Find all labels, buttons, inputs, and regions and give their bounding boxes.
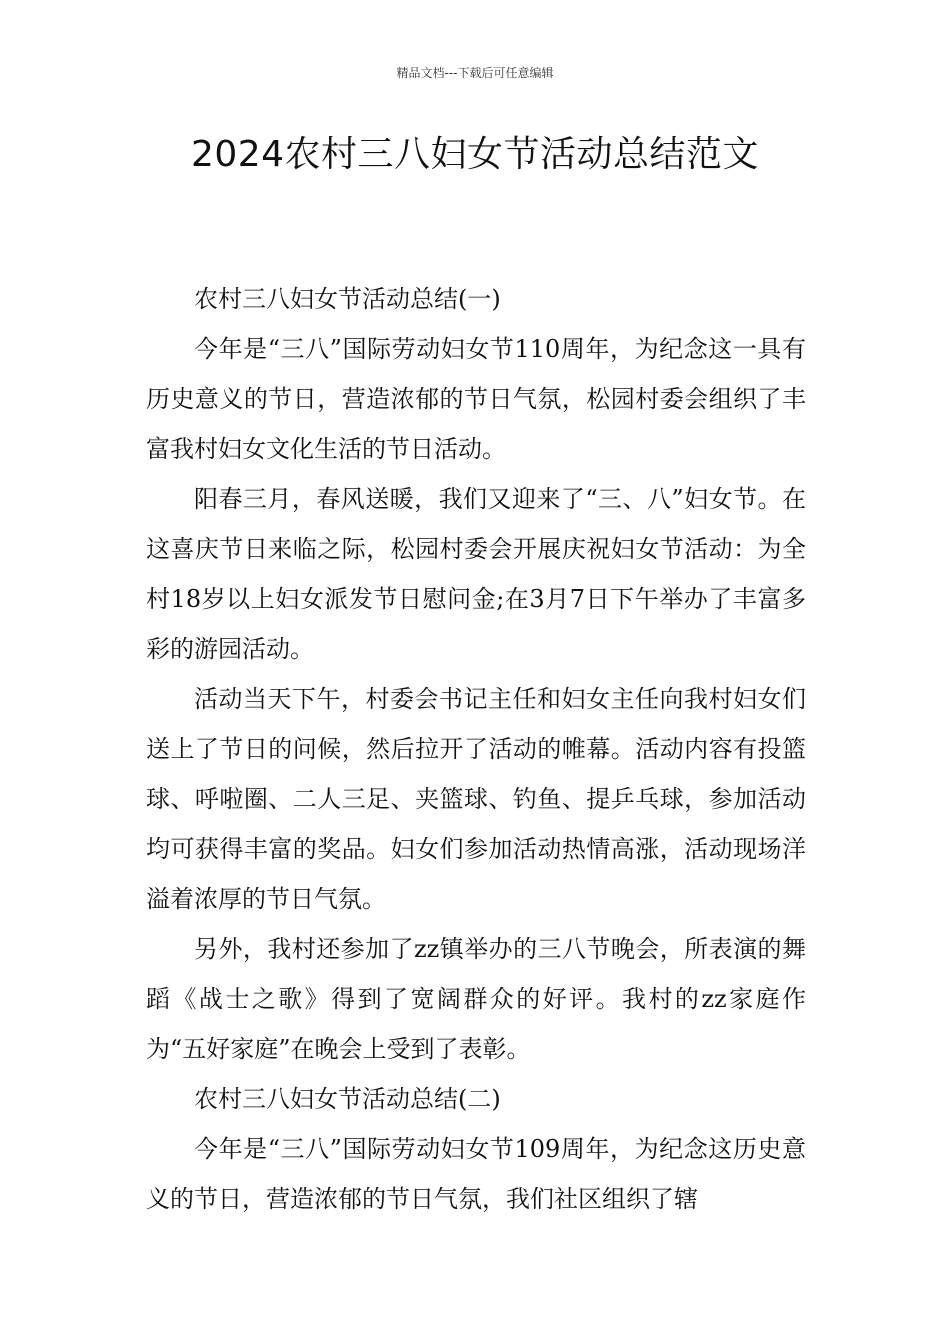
paragraph: 阳春三月，春风送暖，我们又迎来了“三、八”妇女节。在这喜庆节日来临之际，松园村委会开展庆祝妇女节活动：为全村18岁以上妇女派发节日慰问金;在3月7日下午举办了丰富多彩的游园活动。 (146, 485, 806, 663)
paragraph: 另外，我村还参加了zz镇举办的三八节晚会，所表演的舞蹈《战士之歌》得到了宽阔群众的好评。我村的zz家庭作为“五好家庭”在晚会上受到了表彰。 (146, 935, 806, 1063)
document-title: 2024农村三八妇女节活动总结范文 (190, 134, 760, 175)
section-heading: 农村三八妇女节活动总结(一) (194, 285, 501, 313)
paragraph: 活动当天下午，村委会书记主任和妇女主任向我村妇女们送上了节日的问候，然后拉开了活动的帷幕。活动内容有投篮球、呼啦圈、二人三足、夹篮球、钓鱼、提乒乓球，参加活动均可获得丰富的奖品。妇女们参加活动热情高涨，活动现场洋溢着浓厚的节日气氛。 (146, 685, 806, 913)
header-note: 精品文档---下载后可任意编辑 (396, 66, 554, 80)
section-heading: 农村三八妇女节活动总结(二) (194, 1085, 501, 1113)
document-body (146, 274, 806, 1224)
paragraph: 今年是“三八”国际劳动妇女节109周年，为纪念这历史意义的节日，营造浓郁的节日气氛，我们社区组织了辖 (146, 1135, 806, 1213)
paragraph: 今年是“三八”国际劳动妇女节110周年，为纪念这一具有历史意义的节日，营造浓郁的节日气氛，松园村委会组织了丰富我村妇女文化生活的节日活动。 (146, 335, 806, 463)
